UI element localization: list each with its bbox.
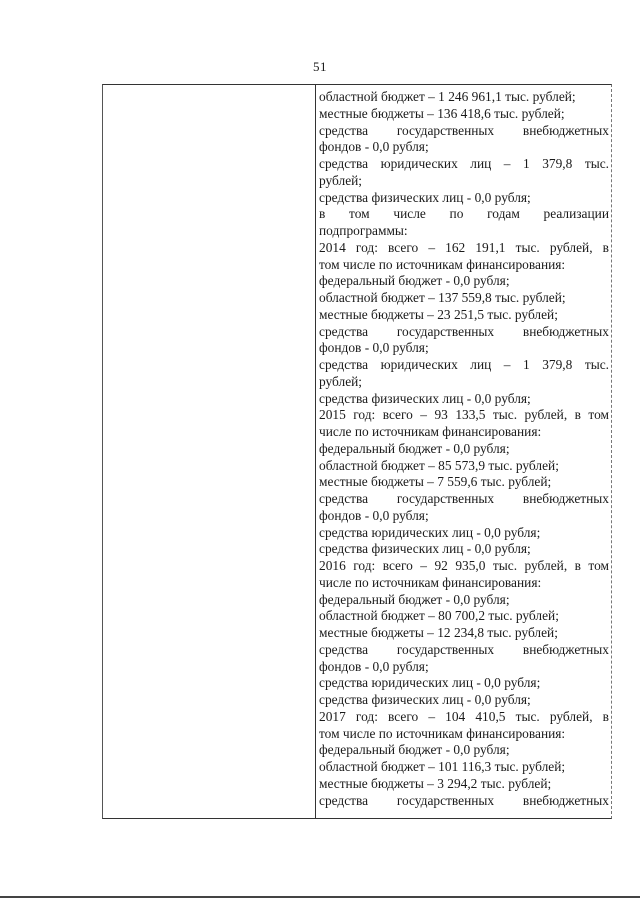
text-line: средства государственных внебюджетных bbox=[319, 641, 609, 657]
text-line: числе по источникам финансирования: bbox=[319, 574, 542, 590]
text-line: числе по источникам финансирования: bbox=[319, 424, 542, 439]
text-line: местные бюджеты – 23 251,5 тыс. рублей; bbox=[319, 306, 558, 322]
funding-table bbox=[102, 84, 612, 819]
text-line: 2016 год: всего – 92 935,0 тыс. рублей, в том bbox=[319, 558, 609, 573]
text-line: том числе по источникам финансирования: bbox=[319, 256, 566, 272]
text-line: средства юридических лиц – 1 379,8 тыс. bbox=[319, 156, 609, 171]
text-line: средства физических лиц - 0,0 рубля; bbox=[319, 692, 531, 707]
text-line: средства юридических лиц - 0,0 рубля; bbox=[319, 524, 541, 540]
text-line: средства физических лиц - 0,0 рубля; bbox=[319, 189, 531, 205]
table-label-cell bbox=[103, 85, 316, 818]
text-line: местные бюджеты – 3 294,2 тыс. рублей; bbox=[319, 775, 552, 791]
text-line: местные бюджеты – 136 418,6 тыс. рублей; bbox=[319, 105, 565, 121]
text-line: том числе по источникам финансирования: bbox=[319, 725, 566, 741]
text-line: федеральный бюджет - 0,0 рубля; bbox=[319, 591, 510, 607]
text-line: средства юридических лиц – 1 379,8 тыс. bbox=[319, 357, 609, 372]
text-line: 2015 год: всего – 93 133,5 тыс. рублей, в том bbox=[319, 407, 609, 423]
text-line: средства физических лиц - 0,0 рубля; bbox=[319, 390, 531, 406]
text-line: фондов - 0,0 рубля; bbox=[319, 340, 429, 356]
text-line: местные бюджеты – 7 559,6 тыс. рублей; bbox=[319, 474, 552, 490]
text-line: рублей; bbox=[319, 373, 363, 389]
text-line: федеральный бюджет - 0,0 рубля; bbox=[319, 273, 510, 289]
text-line: областной бюджет – 1 246 961,1 тыс. рублей; bbox=[319, 89, 576, 104]
text-line: федеральный бюджет - 0,0 рубля; bbox=[319, 440, 510, 456]
text-line: областной бюджет – 137 559,8 тыс. рублей; bbox=[319, 290, 566, 305]
text-line: средства государственных внебюджетных bbox=[319, 792, 609, 808]
text-line: федеральный бюджет - 0,0 рубля; bbox=[319, 742, 510, 758]
text-line: средства государственных внебюджетных bbox=[319, 122, 609, 138]
text-line: областной бюджет – 101 116,3 тыс. рублей; bbox=[319, 759, 566, 774]
text-line: фондов - 0,0 рубля; bbox=[319, 507, 429, 523]
text-line: рублей; bbox=[319, 172, 363, 188]
table-content-cell bbox=[319, 89, 609, 809]
text-line: в том числе по годам реализации bbox=[319, 206, 609, 222]
page-number: 51 bbox=[313, 59, 327, 74]
text-line: средства государственных внебюджетных bbox=[319, 323, 609, 339]
text-line: фондов - 0,0 рубля; bbox=[319, 139, 429, 155]
text-line: областной бюджет – 85 573,9 тыс. рублей; bbox=[319, 457, 559, 473]
text-line: областной бюджет – 80 700,2 тыс. рублей; bbox=[319, 608, 559, 624]
text-line: средства государственных внебюджетных bbox=[319, 491, 609, 506]
text-line: подпрограммы: bbox=[319, 223, 408, 238]
text-line: фондов - 0,0 рубля; bbox=[319, 658, 429, 674]
text-line: средства юридических лиц - 0,0 рубля; bbox=[319, 675, 541, 691]
text-line: средства физических лиц - 0,0 рубля; bbox=[319, 541, 531, 557]
footer-rule bbox=[0, 896, 640, 898]
text-line: местные бюджеты – 12 234,8 тыс. рублей; bbox=[319, 625, 558, 640]
text-line: 2017 год: всего – 104 410,5 тыс. рублей, в bbox=[319, 708, 609, 724]
text-line: 2014 год: всего – 162 191,1 тыс. рублей, в bbox=[319, 239, 609, 255]
